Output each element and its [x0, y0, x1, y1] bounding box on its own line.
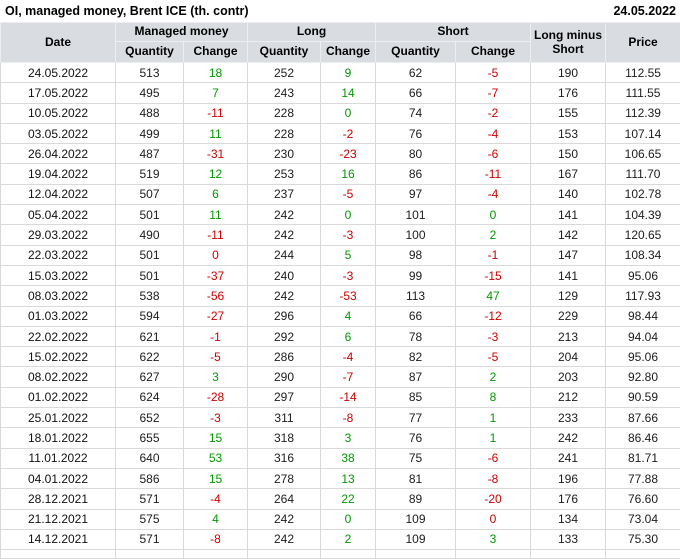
- cell-price: 111.55: [606, 83, 680, 103]
- cell-mm-quantity: 575: [116, 509, 184, 529]
- table-row: [1, 489, 680, 509]
- cell-long-minus-short: 140: [531, 184, 606, 204]
- cell-short-quantity: 85: [376, 387, 456, 407]
- cell-long-minus-short: 233: [531, 408, 606, 428]
- cell-long-quantity: 296: [248, 306, 321, 326]
- partial-cell: [248, 550, 321, 559]
- cell-long-minus-short: 167: [531, 164, 606, 184]
- cell-date: 08.02.2022: [1, 367, 116, 387]
- cell-price: 102.78: [606, 184, 680, 204]
- cell-price: 112.55: [606, 63, 680, 83]
- cell-long-change: 16: [321, 164, 376, 184]
- cell-long-quantity: 237: [248, 184, 321, 204]
- cell-price: 117.93: [606, 286, 680, 306]
- cell-mm-change: -56: [184, 286, 248, 306]
- cell-short-change: -12: [456, 306, 531, 326]
- cell-short-quantity: 113: [376, 286, 456, 306]
- cell-date: 22.03.2022: [1, 245, 116, 265]
- cell-price: 120.65: [606, 225, 680, 245]
- partial-cell: [376, 550, 456, 559]
- cell-short-change: -8: [456, 468, 531, 488]
- cell-date: 01.02.2022: [1, 387, 116, 407]
- cell-short-quantity: 80: [376, 144, 456, 164]
- table-row: [1, 387, 680, 407]
- cell-price: 107.14: [606, 123, 680, 143]
- cell-mm-change: 18: [184, 63, 248, 83]
- cell-date: 10.05.2022: [1, 103, 116, 123]
- cell-short-quantity: 101: [376, 205, 456, 225]
- cell-mm-quantity: 624: [116, 387, 184, 407]
- cell-mm-change: 11: [184, 205, 248, 225]
- partial-cell: [606, 550, 680, 559]
- cell-mm-quantity: 501: [116, 205, 184, 225]
- cell-short-change: 1: [456, 408, 531, 428]
- cell-short-quantity: 109: [376, 509, 456, 529]
- cell-mm-quantity: 594: [116, 306, 184, 326]
- cell-mm-quantity: 571: [116, 489, 184, 509]
- cell-date: 14.12.2021: [1, 529, 116, 549]
- cell-price: 112.39: [606, 103, 680, 123]
- cell-long-minus-short: 213: [531, 326, 606, 346]
- table-row: [1, 509, 680, 529]
- report-date: 24.05.2022: [613, 4, 676, 18]
- table-row: [1, 529, 680, 549]
- table-row: [1, 103, 680, 123]
- cell-long-change: -4: [321, 347, 376, 367]
- cell-price: 77.88: [606, 468, 680, 488]
- cell-long-change: -8: [321, 408, 376, 428]
- cell-price: 106.65: [606, 144, 680, 164]
- header-price: Price: [606, 23, 680, 63]
- cell-date: 03.05.2022: [1, 123, 116, 143]
- cell-mm-change: 6: [184, 184, 248, 204]
- table-row: [1, 184, 680, 204]
- cell-date: 26.04.2022: [1, 144, 116, 164]
- cell-mm-quantity: 655: [116, 428, 184, 448]
- partial-cell: [1, 550, 116, 559]
- cell-short-change: 0: [456, 205, 531, 225]
- cell-mm-change: -8: [184, 529, 248, 549]
- cell-short-quantity: 78: [376, 326, 456, 346]
- cell-long-quantity: 240: [248, 265, 321, 285]
- cell-price: 90.59: [606, 387, 680, 407]
- cell-short-change: -15: [456, 265, 531, 285]
- cell-long-change: 2: [321, 529, 376, 549]
- cell-long-quantity: 242: [248, 509, 321, 529]
- cell-short-change: -6: [456, 448, 531, 468]
- cell-long-minus-short: 147: [531, 245, 606, 265]
- cell-date: 05.04.2022: [1, 205, 116, 225]
- cell-mm-quantity: 507: [116, 184, 184, 204]
- cell-mm-change: -3: [184, 408, 248, 428]
- cell-mm-change: 53: [184, 448, 248, 468]
- partial-cell: [184, 550, 248, 559]
- partial-next-row: [1, 550, 680, 559]
- cell-long-change: 22: [321, 489, 376, 509]
- title-bar: [0, 0, 680, 22]
- cell-long-quantity: 252: [248, 63, 321, 83]
- cell-long-minus-short: 150: [531, 144, 606, 164]
- cell-long-change: 13: [321, 468, 376, 488]
- cell-long-minus-short: 196: [531, 468, 606, 488]
- header-mm-change: Change: [184, 42, 248, 63]
- cell-long-minus-short: 134: [531, 509, 606, 529]
- cell-mm-change: -4: [184, 489, 248, 509]
- table-row: [1, 245, 680, 265]
- cell-short-change: 2: [456, 225, 531, 245]
- cell-long-quantity: 297: [248, 387, 321, 407]
- table-row: [1, 408, 680, 428]
- cell-mm-quantity: 640: [116, 448, 184, 468]
- cell-short-quantity: 62: [376, 63, 456, 83]
- cell-long-minus-short: 204: [531, 347, 606, 367]
- cell-short-quantity: 66: [376, 306, 456, 326]
- cell-short-change: 2: [456, 367, 531, 387]
- cell-date: 29.03.2022: [1, 225, 116, 245]
- table-row: [1, 468, 680, 488]
- cell-mm-quantity: 501: [116, 245, 184, 265]
- cell-long-minus-short: 153: [531, 123, 606, 143]
- cell-long-change: -3: [321, 265, 376, 285]
- cell-long-quantity: 278: [248, 468, 321, 488]
- cell-long-change: 0: [321, 205, 376, 225]
- table-row: [1, 367, 680, 387]
- cell-long-minus-short: 241: [531, 448, 606, 468]
- table-row: [1, 428, 680, 448]
- cell-mm-quantity: 490: [116, 225, 184, 245]
- header-managed-money: Managed money: [116, 23, 248, 42]
- cell-mm-quantity: 513: [116, 63, 184, 83]
- cell-mm-change: -1: [184, 326, 248, 346]
- cell-long-change: -14: [321, 387, 376, 407]
- cell-short-change: -11: [456, 164, 531, 184]
- cell-short-quantity: 89: [376, 489, 456, 509]
- cell-long-change: 6: [321, 326, 376, 346]
- cell-mm-change: 12: [184, 164, 248, 184]
- table-row: [1, 286, 680, 306]
- cell-long-quantity: 228: [248, 123, 321, 143]
- cell-price: 95.06: [606, 265, 680, 285]
- cell-mm-quantity: 627: [116, 367, 184, 387]
- cell-long-minus-short: 212: [531, 387, 606, 407]
- cell-short-quantity: 86: [376, 164, 456, 184]
- cell-long-minus-short: 190: [531, 63, 606, 83]
- oi-table: [0, 22, 680, 559]
- table-row: [1, 326, 680, 346]
- cell-short-quantity: 99: [376, 265, 456, 285]
- cell-short-change: -5: [456, 63, 531, 83]
- partial-cell: [456, 550, 531, 559]
- cell-long-change: -3: [321, 225, 376, 245]
- cell-long-change: -7: [321, 367, 376, 387]
- cell-mm-change: -11: [184, 103, 248, 123]
- cell-price: 86.46: [606, 428, 680, 448]
- cell-short-quantity: 109: [376, 529, 456, 549]
- cell-mm-change: 3: [184, 367, 248, 387]
- cell-short-quantity: 97: [376, 184, 456, 204]
- cell-short-change: -4: [456, 123, 531, 143]
- cell-date: 11.01.2022: [1, 448, 116, 468]
- header-short-change: Change: [456, 42, 531, 63]
- cell-date: 01.03.2022: [1, 306, 116, 326]
- table-row: [1, 448, 680, 468]
- cell-mm-quantity: 499: [116, 123, 184, 143]
- header-long-change: Change: [321, 42, 376, 63]
- cell-short-change: -1: [456, 245, 531, 265]
- cell-long-minus-short: 133: [531, 529, 606, 549]
- cell-short-change: 8: [456, 387, 531, 407]
- cell-long-quantity: 243: [248, 83, 321, 103]
- cell-date: 28.12.2021: [1, 489, 116, 509]
- cell-date: 18.01.2022: [1, 428, 116, 448]
- cell-short-change: -4: [456, 184, 531, 204]
- cell-mm-change: -27: [184, 306, 248, 326]
- cell-short-change: 1: [456, 428, 531, 448]
- cell-long-quantity: 230: [248, 144, 321, 164]
- cell-mm-change: -5: [184, 347, 248, 367]
- cell-long-quantity: 242: [248, 529, 321, 549]
- cell-long-minus-short: 242: [531, 428, 606, 448]
- cell-short-change: -3: [456, 326, 531, 346]
- cell-long-minus-short: 176: [531, 83, 606, 103]
- cell-mm-change: -37: [184, 265, 248, 285]
- cell-date: 24.05.2022: [1, 63, 116, 83]
- cell-long-minus-short: 176: [531, 489, 606, 509]
- partial-cell: [531, 550, 606, 559]
- cell-long-quantity: 253: [248, 164, 321, 184]
- cell-mm-change: 11: [184, 123, 248, 143]
- cell-long-change: 4: [321, 306, 376, 326]
- table-row: [1, 83, 680, 103]
- cell-long-quantity: 242: [248, 225, 321, 245]
- cell-price: 95.06: [606, 347, 680, 367]
- cell-mm-change: 7: [184, 83, 248, 103]
- cell-long-minus-short: 129: [531, 286, 606, 306]
- cell-long-quantity: 242: [248, 205, 321, 225]
- cell-short-change: 47: [456, 286, 531, 306]
- cell-long-change: 5: [321, 245, 376, 265]
- cell-long-quantity: 244: [248, 245, 321, 265]
- cell-price: 111.70: [606, 164, 680, 184]
- cell-long-quantity: 316: [248, 448, 321, 468]
- cell-date: 08.03.2022: [1, 286, 116, 306]
- header-long-quantity: Quantity: [248, 42, 321, 63]
- cell-date: 22.02.2022: [1, 326, 116, 346]
- cell-long-minus-short: 142: [531, 225, 606, 245]
- header-date: Date: [1, 23, 116, 63]
- cell-mm-change: 0: [184, 245, 248, 265]
- cell-mm-quantity: 488: [116, 103, 184, 123]
- cell-short-quantity: 87: [376, 367, 456, 387]
- cell-mm-quantity: 519: [116, 164, 184, 184]
- cell-date: 19.04.2022: [1, 164, 116, 184]
- cell-mm-change: -31: [184, 144, 248, 164]
- cell-long-quantity: 318: [248, 428, 321, 448]
- cell-short-change: -7: [456, 83, 531, 103]
- cell-long-quantity: 286: [248, 347, 321, 367]
- cell-short-quantity: 100: [376, 225, 456, 245]
- cell-mm-quantity: 571: [116, 529, 184, 549]
- partial-cell: [321, 550, 376, 559]
- cell-date: 17.05.2022: [1, 83, 116, 103]
- table-row: [1, 225, 680, 245]
- cell-short-quantity: 98: [376, 245, 456, 265]
- cell-short-quantity: 75: [376, 448, 456, 468]
- table-body: [1, 63, 680, 559]
- cell-long-quantity: 311: [248, 408, 321, 428]
- cell-long-change: -53: [321, 286, 376, 306]
- cell-long-change: 14: [321, 83, 376, 103]
- cell-short-quantity: 76: [376, 428, 456, 448]
- cell-long-minus-short: 141: [531, 265, 606, 285]
- page-title: OI, managed money, Brent ICE (th. contr): [5, 4, 249, 18]
- cell-mm-change: 15: [184, 428, 248, 448]
- cell-price: 104.39: [606, 205, 680, 225]
- cell-price: 108.34: [606, 245, 680, 265]
- cell-short-change: 0: [456, 509, 531, 529]
- cell-short-change: -6: [456, 144, 531, 164]
- cell-mm-quantity: 501: [116, 265, 184, 285]
- cell-mm-change: 15: [184, 468, 248, 488]
- cell-price: 81.71: [606, 448, 680, 468]
- cell-short-change: -5: [456, 347, 531, 367]
- header-long-minus-short: Long minus Short: [531, 23, 606, 63]
- table-row: [1, 123, 680, 143]
- header-long: Long: [248, 23, 376, 42]
- cell-long-minus-short: 203: [531, 367, 606, 387]
- cell-long-minus-short: 141: [531, 205, 606, 225]
- cell-price: 76.60: [606, 489, 680, 509]
- cell-long-quantity: 292: [248, 326, 321, 346]
- cell-long-quantity: 228: [248, 103, 321, 123]
- header-short: Short: [376, 23, 531, 42]
- cell-date: 12.04.2022: [1, 184, 116, 204]
- header-mm-quantity: Quantity: [116, 42, 184, 63]
- cell-short-quantity: 82: [376, 347, 456, 367]
- cell-mm-change: 4: [184, 509, 248, 529]
- table-row: [1, 144, 680, 164]
- cell-mm-quantity: 622: [116, 347, 184, 367]
- cell-long-change: 0: [321, 103, 376, 123]
- cell-mm-quantity: 652: [116, 408, 184, 428]
- cell-short-change: 3: [456, 529, 531, 549]
- cell-short-quantity: 66: [376, 83, 456, 103]
- table-row: [1, 265, 680, 285]
- cell-price: 98.44: [606, 306, 680, 326]
- table-row: [1, 164, 680, 184]
- cell-long-change: 0: [321, 509, 376, 529]
- table-row: [1, 306, 680, 326]
- cell-long-change: 38: [321, 448, 376, 468]
- cell-date: 04.01.2022: [1, 468, 116, 488]
- cell-mm-quantity: 586: [116, 468, 184, 488]
- cell-long-minus-short: 229: [531, 306, 606, 326]
- cell-long-change: 9: [321, 63, 376, 83]
- header-group-row: [1, 23, 680, 42]
- cell-mm-change: -11: [184, 225, 248, 245]
- cell-short-quantity: 81: [376, 468, 456, 488]
- header-short-quantity: Quantity: [376, 42, 456, 63]
- cell-mm-quantity: 495: [116, 83, 184, 103]
- cell-price: 92.80: [606, 367, 680, 387]
- cell-long-change: 3: [321, 428, 376, 448]
- cell-price: 73.04: [606, 509, 680, 529]
- cell-date: 15.02.2022: [1, 347, 116, 367]
- cell-mm-quantity: 538: [116, 286, 184, 306]
- cell-mm-quantity: 621: [116, 326, 184, 346]
- cell-date: 15.03.2022: [1, 265, 116, 285]
- cell-mm-quantity: 487: [116, 144, 184, 164]
- table-row: [1, 63, 680, 83]
- cell-price: 75.30: [606, 529, 680, 549]
- cell-date: 21.12.2021: [1, 509, 116, 529]
- cell-short-quantity: 77: [376, 408, 456, 428]
- table-row: [1, 347, 680, 367]
- cell-long-quantity: 264: [248, 489, 321, 509]
- cell-short-change: -2: [456, 103, 531, 123]
- cell-short-quantity: 74: [376, 103, 456, 123]
- partial-cell: [116, 550, 184, 559]
- table-row: [1, 205, 680, 225]
- cell-short-quantity: 76: [376, 123, 456, 143]
- cell-long-change: -5: [321, 184, 376, 204]
- cell-price: 87.66: [606, 408, 680, 428]
- cell-long-quantity: 290: [248, 367, 321, 387]
- cell-mm-change: -28: [184, 387, 248, 407]
- cell-long-minus-short: 155: [531, 103, 606, 123]
- cell-long-change: -23: [321, 144, 376, 164]
- table-header: [1, 23, 680, 63]
- cell-short-change: -20: [456, 489, 531, 509]
- cell-long-change: -2: [321, 123, 376, 143]
- cell-long-quantity: 242: [248, 286, 321, 306]
- cell-price: 94.04: [606, 326, 680, 346]
- cell-date: 25.01.2022: [1, 408, 116, 428]
